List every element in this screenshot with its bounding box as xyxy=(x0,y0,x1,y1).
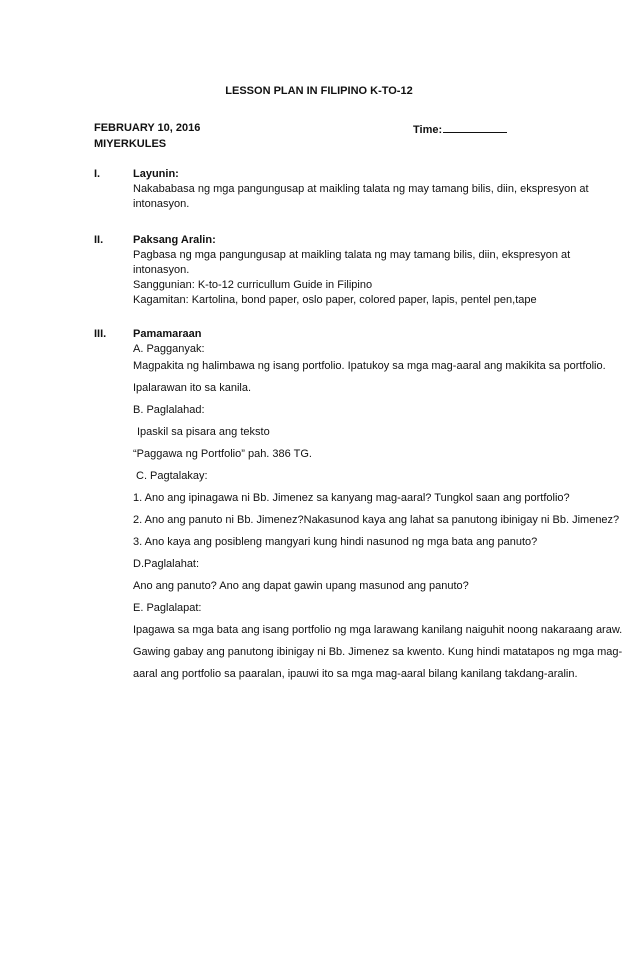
section-heading: Layunin: xyxy=(133,168,179,180)
section-numeral: II. xyxy=(94,234,104,246)
section-body xyxy=(133,167,613,212)
section-line: Gawing gabay ang panutong ibinigay ni Bb. Jimenez sa kwento. Kung hindi matatapos ng mga mag- xyxy=(133,646,623,658)
step-heading-paglalapat: E. Paglalapat: xyxy=(133,602,202,614)
step-heading-pagtalakay: C. Pagtalakay: xyxy=(136,470,208,482)
step-heading-paglalahat: D.Paglalahat: xyxy=(133,558,200,570)
section-line: Sanggunian: K-to-12 curricullum Guide in Filipino xyxy=(133,279,373,291)
section-line: Magpakita ng halimbawa ng isang portfolio. Ipatukoy sa mga mag-aaral ang makikita sa portfolio. xyxy=(133,360,606,372)
lesson-day: MIYERKULES xyxy=(94,138,167,150)
time-label: Time: xyxy=(413,124,443,136)
question-item: 3. Ano kaya ang posibleng mangyari kung hindi nasunod ng mga bata ang panuto? xyxy=(133,536,538,548)
section-heading: Paksang Aralin: xyxy=(133,234,216,246)
section-line: Nakababasa ng mga pangungusap at maikling talata ng may tamang bilis, diin, ekspresyon at xyxy=(133,183,589,195)
step-heading-pagganyak: A. Pagganyak: xyxy=(133,343,205,355)
section-body xyxy=(133,327,623,689)
section-line: aaral ang portfolio sa paaralan, ipauwi ito sa mga mag-aaral bilang kanilang takdang-aralin. xyxy=(133,668,578,680)
section-line: Ipaskil sa pisara ang teksto xyxy=(137,426,270,438)
question-item: 1. Ano ang ipinagawa ni Bb. Jimenez sa kanyang mag-aaral? Tungkol saan ang portfolio? xyxy=(133,492,570,504)
question-item: 2. Ano ang panuto ni Bb. Jimenez?Nakasunod kaya ang lahat sa panutong ibinigay ni Bb. Jimenez? xyxy=(133,514,620,526)
section-line: Ipagawa sa mga bata ang isang portfolio ng mga larawang kanilang naiguhit noong nakaraang araw. xyxy=(133,624,623,636)
section-line: Ipalarawan ito sa kanila. xyxy=(133,382,252,394)
section-line: Pagbasa ng mga pangungusap at maikling talata ng may tamang bilis, diin, ekspresyon at xyxy=(133,249,571,261)
section-line: intonasyon. xyxy=(133,198,190,210)
section-numeral: I. xyxy=(94,168,101,180)
step-heading-paglalahad: B. Paglalahad: xyxy=(133,404,205,416)
time-blank-line xyxy=(443,121,507,133)
section-line: Ano ang panuto? Ano ang dapat gawin upang masunod ang panuto? xyxy=(133,580,469,592)
document-title: LESSON PLAN IN FILIPINO K-TO-12 xyxy=(225,85,413,97)
section-line: intonasyon. xyxy=(133,264,190,276)
lesson-date: FEBRUARY 10, 2016 xyxy=(94,122,201,134)
section-numeral: III. xyxy=(94,328,107,340)
time-field xyxy=(413,121,507,138)
section-body xyxy=(133,233,613,308)
section-heading: Pamamaraan xyxy=(133,328,202,340)
section-line: “Paggawa ng Portfolio” pah. 386 TG. xyxy=(133,448,312,460)
section-line: Kagamitan: Kartolina, bond paper, oslo paper, colored paper, lapis, pentel pen,tape xyxy=(133,294,537,306)
